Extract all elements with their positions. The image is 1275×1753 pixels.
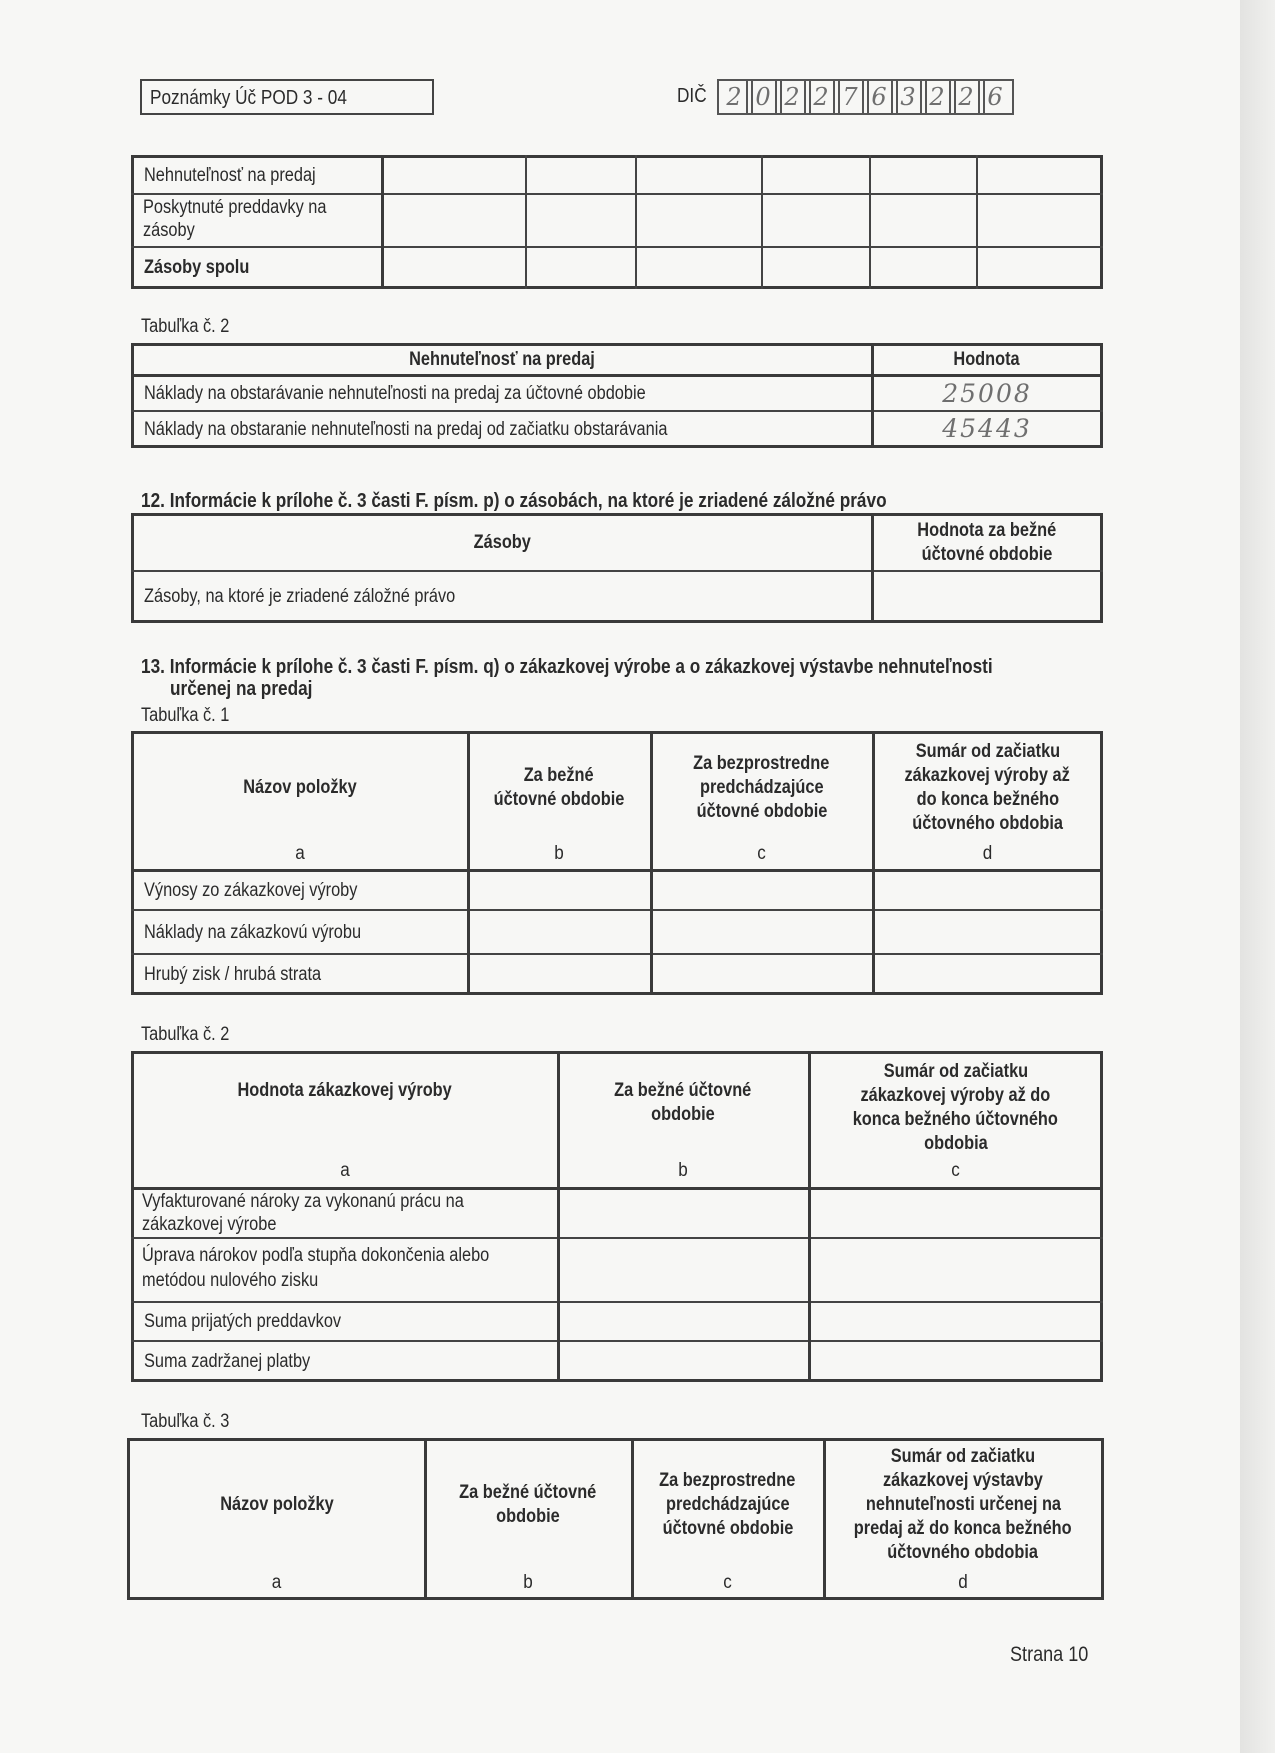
column-header: Hodnota za bežné účtovné obdobie [917,519,1057,565]
dic-digit[interactable]: 6 [862,79,898,115]
dic-digit[interactable]: 2 [804,79,840,115]
table-row-label: Vyfakturované nároky za vykonanú prácu na zákazkovej výrobe [142,1191,464,1235]
table-row-label: Hrubý zisk / hrubá strata [144,963,322,985]
dic-label: DIČ [677,85,707,107]
column-header: Za bezprostredne predchádzajúce účtovné obdobie [693,753,830,822]
dic-digit[interactable]: 2 [920,79,956,115]
column-header: Za bežné účtovné obdobie [459,1482,597,1527]
column-letter: c [757,843,766,864]
table-row-label: Náklady na obstaranie nehnuteľnosti na predaj od začiatku obstarávania [144,418,668,440]
column-letter: b [678,1160,688,1181]
column-header: Názov položky [243,777,357,798]
table-row-label: Zásoby, na ktoré je zriadené záložné právo [144,586,456,607]
column-letter: d [982,843,993,864]
column-header: Sumár od začiatku zákazkovej výroby až do konca bežného účtovného obdobia [904,741,1071,834]
column-letter: c [723,1572,732,1593]
column-header: Sumár od začiatku zákazkovej výstavby nehnuteľnosti určenej na predaj až do konca bežného účtovného obdobia [854,1446,1072,1563]
column-letter: a [295,843,305,864]
dic-digit[interactable]: 7 [833,79,869,115]
column-header: Za bezprostredne predchádzajúce účtovné obdobie [659,1470,796,1539]
table-caption: Tabuľka č. 2 [141,316,230,337]
table-row-label-total: Zásoby spolu [144,256,250,278]
dic-digit[interactable]: 2 [949,79,985,115]
section-title: 13. Informácie k prílohe č. 3 časti F. písm. q) o zákazkovej výrobe a o zákazkovej výstavbe nehnuteľnosti [141,656,993,678]
column-header: Hodnota zákazkovej výroby [237,1080,453,1101]
form-label-box [140,79,434,115]
table-row-label: Úprava nárokov podľa stupňa dokončenia alebo metódou nulového zisku [142,1245,490,1291]
table-caption: Tabuľka č. 1 [141,705,230,726]
table-row-label: Nehnuteľnosť na predaj [144,164,316,186]
form-label: Poznámky Úč POD 3 - 04 [150,87,347,109]
table-row-label: Suma zadržanej platby [144,1350,311,1372]
dic-digit[interactable]: 6 [978,79,1014,115]
column-letter: d [958,1572,968,1593]
page-number: Strana 10 [1010,1643,1089,1666]
value-field[interactable]: 45443 [942,414,1032,443]
dic-digit[interactable]: 2 [775,79,811,115]
table-row-label: Náklady na zákazkovú výrobu [144,921,362,943]
column-letter: b [554,843,564,864]
column-letter: b [523,1572,533,1593]
column-letter: a [340,1160,350,1181]
column-header: Za bežné účtovné obdobie [614,1080,752,1125]
table-row-label: Poskytnuté preddavky na zásoby [143,197,327,241]
value-field[interactable] [873,572,1101,621]
column-header: Názov položky [219,1494,334,1515]
dic-digit[interactable]: 2 [717,79,753,115]
value-field[interactable]: 25008 [942,378,1032,408]
table-caption: Tabuľka č. 3 [141,1411,230,1432]
table-row-label: Náklady na obstarávanie nehnuteľnosti na predaj za účtovné obdobie [144,383,646,404]
column-letter: a [271,1572,282,1593]
scan-edge [1240,0,1275,1753]
dic-digit[interactable]: 3 [891,79,927,115]
column-header: Hodnota [953,348,1021,370]
column-letter: c [951,1160,960,1181]
column-header: Sumár od začiatku zákazkovej výroby až do konca bežného účtovného obdobia [852,1061,1059,1154]
section-title: 12. Informácie k prílohe č. 3 časti F. písm. p) o zásobách, na ktoré je zriadené záložné právo [141,490,887,512]
table-caption: Tabuľka č. 2 [141,1024,230,1045]
table-row-label: Výnosy zo zákazkovej výroby [144,880,358,901]
column-header: Za bežné účtovné obdobie [493,765,625,810]
table-row-label: Suma prijatých preddavkov [144,1311,342,1332]
column-header: Nehnuteľnosť na predaj [409,348,595,370]
column-header: Zásoby [473,531,531,553]
section-title-continued: určenej na predaj [170,678,313,700]
dic-digit[interactable]: 0 [746,79,782,115]
